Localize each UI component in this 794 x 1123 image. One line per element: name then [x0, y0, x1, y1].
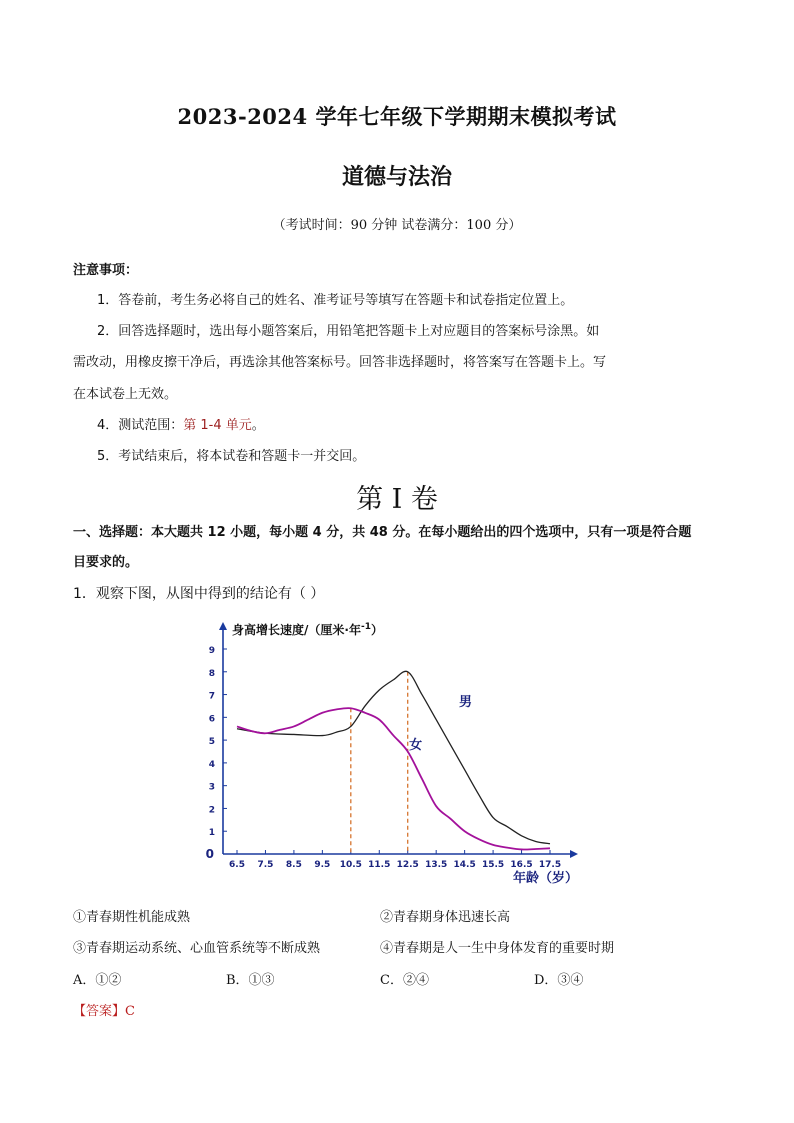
y-axis-arrow	[219, 622, 227, 630]
notice-item-2-line3: 在本试卷上无效。	[73, 387, 178, 402]
x-tick-label: 9.5	[314, 860, 331, 870]
y-axis-label-exponent: -1	[360, 622, 371, 632]
x-tick-label: 11.5	[368, 860, 391, 870]
option-d[interactable]: D．③④	[534, 973, 584, 988]
notice-item-2-line1: 2．回答选择题时，选出每小题答案后，用铅笔把答题卡上对应题目的答案标号涂黑。如	[97, 324, 600, 339]
y-tick-label: 1	[208, 828, 215, 839]
x-tick-label: 14.5	[453, 860, 476, 870]
statement-4: ④青春期是人一生中身体发育的重要时期	[380, 941, 615, 956]
y-tick-label: 4	[208, 759, 215, 770]
y-tick-label: 0	[205, 847, 214, 861]
notice-item-4	[97, 417, 265, 435]
statement-2: ②青春期身体迅速长高	[380, 910, 511, 925]
notice-item-5: 5．考试结束后，将本试卷和答题卡一并交回。	[97, 449, 366, 464]
y-tick-label: 2	[208, 805, 215, 816]
notice-item-1: 1．答卷前，考生务必将自己的姓名、准考证号等填写在答题卡和试卷指定位置上。	[97, 293, 574, 308]
statement-1: ①青春期性机能成熟	[73, 910, 191, 925]
x-axis-arrow	[570, 850, 578, 858]
test-scope: 第 1-4 单元	[183, 418, 252, 433]
statement-3: ③青春期运动系统、心血管系统等不断成熟	[73, 941, 321, 956]
male-series-label: 男	[458, 694, 472, 710]
male-series-line	[237, 671, 550, 843]
x-tick-label: 8.5	[285, 860, 302, 870]
answer-line	[73, 1000, 135, 1019]
section-heading-line2: 目要求的。	[73, 555, 139, 570]
option-b[interactable]: B．①③	[226, 973, 275, 988]
question-1-stem: 1．观察下图，从图中得到的结论有（ ）	[73, 586, 325, 602]
notice-item-4-suffix: 。	[251, 418, 265, 433]
y-tick-label: 5	[208, 737, 215, 748]
x-tick-label: 10.5	[339, 860, 362, 870]
growth-speed-chart	[190, 612, 600, 892]
y-tick-label: 9	[208, 646, 215, 656]
female-series-label: 女	[409, 738, 423, 754]
exam-info: （考试时间：90 分钟 试卷满分：100 分）	[272, 218, 522, 233]
y-axis-label: 身高增长速度/（厘米·年$^{-1}$）	[232, 622, 383, 637]
x-tick-label: 12.5	[396, 860, 419, 870]
x-tick-label: 7.5	[257, 860, 274, 870]
x-tick-label: 15.5	[481, 860, 505, 870]
y-tick-label: 3	[208, 782, 215, 793]
volume-title: 第 I 卷	[356, 484, 438, 515]
subject-title: 道德与法治	[341, 164, 452, 190]
x-tick-label: 6.5	[229, 860, 245, 870]
x-tick-label: 17.5	[538, 860, 562, 870]
y-axis-label-close: ）	[370, 623, 383, 637]
answer-tag: 【答案】	[73, 1004, 126, 1019]
section-heading-line1: 一、选择题：本大题共 12 小题，每小题 4 分，共 48 分。在每小题给出的四个选项中，只有一项是符合题	[73, 525, 692, 540]
y-tick-label: 7	[208, 691, 215, 702]
notice-item-4-prefix: 4．测试范围：	[97, 418, 184, 433]
x-tick-label: 13.5	[425, 860, 448, 870]
x-axis-label: 年龄（岁）	[512, 871, 578, 886]
answer-value: C	[125, 1004, 135, 1019]
option-a[interactable]: A．①②	[73, 973, 122, 988]
exam-title: 2023-2024 学年七年级下学期期末模拟考试	[177, 104, 617, 129]
notice-item-2-line2: 需改动，用橡皮擦干净后，再选涂其他答案标号。回答非选择题时，将答案写在答题卡上。写	[73, 355, 607, 370]
y-tick-label: 8	[208, 668, 215, 679]
notice-heading: 注意事项：	[73, 263, 139, 278]
x-tick-label: 16.5	[510, 860, 533, 870]
female-series-line	[237, 708, 550, 849]
y-tick-label: 6	[208, 714, 215, 725]
option-c[interactable]: C．②④	[380, 973, 429, 988]
